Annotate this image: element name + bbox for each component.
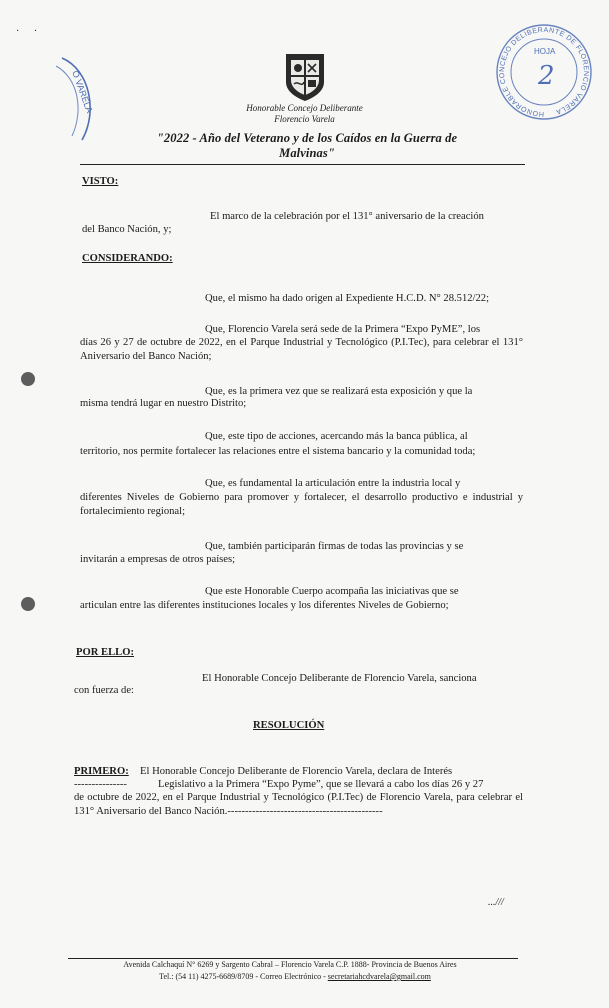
council-logo bbox=[283, 52, 327, 102]
considerando-heading: CONSIDERANDO: bbox=[82, 253, 173, 264]
considerando-paragraph-cont: territorio, nos permite fortalecer las relaciones entre el sistema bancario y la comunidad toda; bbox=[80, 446, 476, 457]
primero-line1: El Honorable Concejo Deliberante de Florencio Varela, declara de Interés bbox=[140, 766, 453, 777]
header-council-name: Honorable Concejo Deliberante bbox=[246, 103, 363, 113]
considerando-paragraph: Que, es la primera vez que se realizará esta exposición y que la bbox=[205, 386, 473, 397]
stamp-number: 2 bbox=[538, 61, 555, 91]
header-rule bbox=[80, 164, 525, 165]
punch-hole bbox=[21, 372, 35, 386]
corner-mark: · · bbox=[16, 26, 44, 37]
considerando-paragraph: Que, es fundamental la articulación entre la industria local y bbox=[205, 478, 461, 489]
considerando-paragraph: Que, también participarán firmas de todas las provincias y se bbox=[205, 541, 464, 552]
visto-text-rest: del Banco Nación, y; bbox=[82, 224, 172, 235]
considerando-paragraph: Que, este tipo de acciones, acercando más la banca pública, al bbox=[205, 431, 468, 442]
footer-phone: Tel.: (54 11) 4275-6689/8709 - Correo Electrónico - bbox=[159, 972, 328, 981]
stamp-label: HOJA bbox=[534, 47, 556, 56]
primero-line2: Legislativo a la Primera “Expo Pyme”, que se llevará a cabo los días 26 y 27 bbox=[158, 779, 484, 790]
considerando-paragraph-cont: diferentes Niveles de Gobierno para promover y fortalecer, el desarrollo productivo e industrial y fortalecimiento regional; bbox=[80, 492, 523, 517]
primero-rest: de octubre de 2022, en el Parque Industrial y Tecnológico (P.I.Tec) de Florencio Varela, para celebrar el 131° Aniversario del Banco Nación.-------------------------------------------- bbox=[74, 792, 523, 817]
left-stamp-text: O VARELA bbox=[70, 69, 95, 115]
por-ello-heading: POR ELLO: bbox=[76, 647, 134, 658]
por-ello-text-first: El Honorable Concejo Deliberante de Florencio Varela, sanciona bbox=[202, 673, 477, 684]
primero-dashes: --------------- bbox=[74, 779, 127, 790]
footer-contact bbox=[0, 972, 590, 982]
footer-email-link[interactable]: secretariahcdvarela@gmail.com bbox=[327, 972, 431, 981]
visto-text-first: El marco de la celebración por el 131° aniversario de la creación bbox=[210, 211, 484, 222]
footer-rule bbox=[68, 958, 518, 959]
resolucion-heading: RESOLUCIÓN bbox=[253, 720, 325, 731]
footer-address: Avenida Calchaquí N° 6269 y Sargento Cabral – Florencio Varela C.P. 1888- Provincia de Buenos Aires bbox=[123, 960, 457, 969]
visto-heading: VISTO: bbox=[82, 176, 119, 187]
por-ello-text-rest: con fuerza de: bbox=[74, 685, 134, 696]
stamp-ring-text: HONORABLE CONCEJO DELIBERANTE DE FLORENCIO VARELA bbox=[498, 26, 590, 118]
considerando-paragraph: Que, el mismo ha dado origen al Expediente H.C.D. N° 28.512/22; bbox=[205, 293, 490, 304]
left-stamp bbox=[52, 52, 114, 144]
considerando-paragraph: Que este Honorable Cuerpo acompaña las iniciativas que se bbox=[205, 586, 459, 597]
considerando-paragraph-cont: articulan entre las diferentes instituciones locales y los diferentes Niveles de Gobierno; bbox=[80, 600, 449, 611]
header-motto: "2022 - Año del Veterano y de los Caídos en la Guerra de Malvinas" bbox=[156, 131, 458, 160]
considerando-paragraph-cont: invitarán a empresas de otros países; bbox=[80, 554, 236, 565]
header-city-name: Florencio Varela bbox=[274, 114, 335, 124]
primero-label: PRIMERO: bbox=[74, 766, 129, 777]
considerando-paragraph-cont: misma tendrá lugar en nuestro Distrito; bbox=[80, 398, 247, 409]
considerando-paragraph-cont: días 26 y 27 de octubre de 2022, en el Parque Industrial y Tecnológico (P.I.Tec), para celebrar el 131° Aniversario del Banco Nación; bbox=[80, 337, 523, 362]
considerando-paragraph: Que, Florencio Varela será sede de la Primera “Expo PyME”, los bbox=[205, 324, 481, 335]
page-continuation: .../// bbox=[488, 897, 504, 908]
punch-hole bbox=[21, 597, 35, 611]
